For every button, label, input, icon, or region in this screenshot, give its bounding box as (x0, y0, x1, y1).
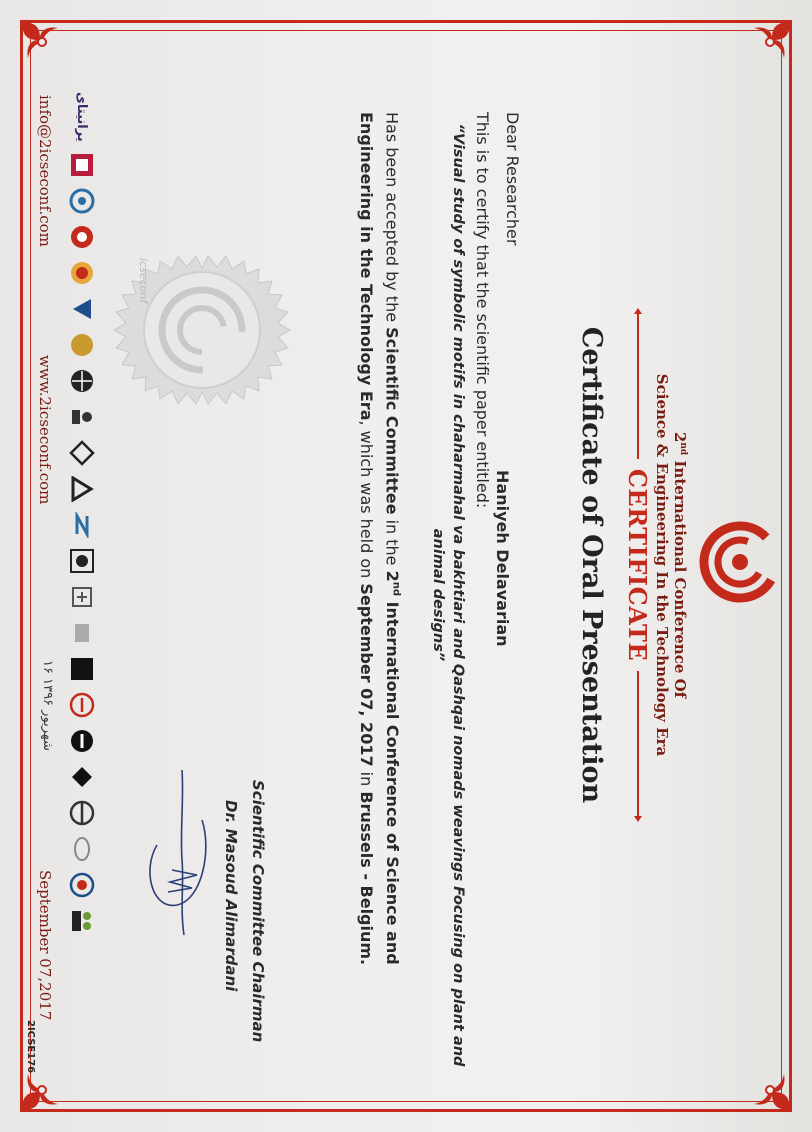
conference-name: International Conference of Science and (382, 596, 402, 965)
sponsor-logo-icon (69, 440, 95, 466)
paper-title-line1: “Visual study of symbolic motifs in chaharmahal va bakhtiari and Qashqai nomads weavings Focusing on plant and (450, 123, 466, 1067)
sponsor-logo-icon (69, 620, 95, 646)
acceptance-text: in the (382, 514, 402, 571)
sponsor-logo-icon (69, 656, 95, 682)
location: Brussels - Belgium. (356, 791, 376, 966)
sponsor-logo-icon (69, 800, 95, 826)
sponsor-logo-icon (69, 368, 95, 394)
divider (637, 671, 639, 820)
page-title: Certificate of Oral Presentation (576, 326, 607, 804)
certificate-code: 2ICSE176 (25, 1020, 36, 1074)
acceptance-text: in (356, 766, 376, 792)
sponsor-logo-icon (69, 908, 95, 934)
acceptance-statement (353, 112, 408, 1042)
signature-icon (132, 760, 242, 940)
chairman-name: Dr. Masoud Alimardani (222, 800, 240, 992)
conference-ordinal: 2 (382, 570, 402, 582)
acceptance-text: Has been accepted by the (382, 112, 402, 328)
paper-title-line2: animal designs” (430, 528, 446, 662)
conference-name: Engineering in the Technology Era (356, 112, 376, 421)
sponsor-logo-icon (69, 584, 95, 610)
sponsor-logo-icon (69, 512, 95, 538)
sponsor-logo-icon (69, 152, 95, 178)
conference-title-line1: International Conference Of (671, 460, 689, 699)
held-date: September 07, 2017 (356, 583, 376, 767)
acceptance-text: , which was held on (356, 420, 376, 584)
salutation: Dear Researcher (503, 112, 522, 246)
divider (637, 310, 639, 459)
chairman-title: Scientific Committee Chairman (249, 780, 267, 1043)
sponsor-logo-icon (69, 872, 95, 898)
conference-title (653, 300, 692, 830)
conference-ordinal-suffix: nd (390, 581, 401, 597)
conference-title-line2: Science & Engineering In the Technology Era (653, 373, 671, 757)
sponsor-logo-icon (69, 836, 95, 862)
recipient-name: Haniyeh Delavarian (493, 470, 512, 647)
brand-persian: یرانیتای (74, 92, 90, 142)
sponsor-logo-icon (69, 764, 95, 790)
seal-text: icseconf (137, 258, 150, 304)
sponsor-logo-icon (69, 260, 95, 286)
conference-logo-icon (698, 520, 782, 604)
contact-email[interactable]: info@2icseconf.com (36, 95, 54, 247)
sponsor-logo-icon (69, 728, 95, 754)
certificate-date: September 07,2017 (36, 870, 54, 1021)
sponsor-logo-icon (69, 332, 95, 358)
certificate-banner (624, 300, 652, 830)
sponsor-logo-icon (69, 224, 95, 250)
persian-date: ۱۶ شهریور ۱۳۹۶ (40, 660, 55, 751)
conference-ordinal: 2 (671, 431, 689, 443)
sponsor-logo-icon (69, 548, 95, 574)
sponsor-logo-icon (69, 476, 95, 502)
sponsor-logo-icon (69, 692, 95, 718)
certificate-word: CERTIFICATE (623, 468, 653, 662)
sponsor-logo-icon (69, 188, 95, 214)
conference-ordinal-suffix: nd (678, 442, 688, 456)
certify-text: This is to certify that the scientific paper entitled: (473, 112, 492, 509)
committee-name: Scientific Committee (382, 327, 402, 515)
paper-title (428, 115, 468, 1075)
sponsor-logos (62, 92, 102, 1052)
sponsor-logo-icon (69, 296, 95, 322)
sponsor-logo-icon (69, 404, 95, 430)
website-link[interactable]: www.2icseconf.com (36, 355, 54, 505)
